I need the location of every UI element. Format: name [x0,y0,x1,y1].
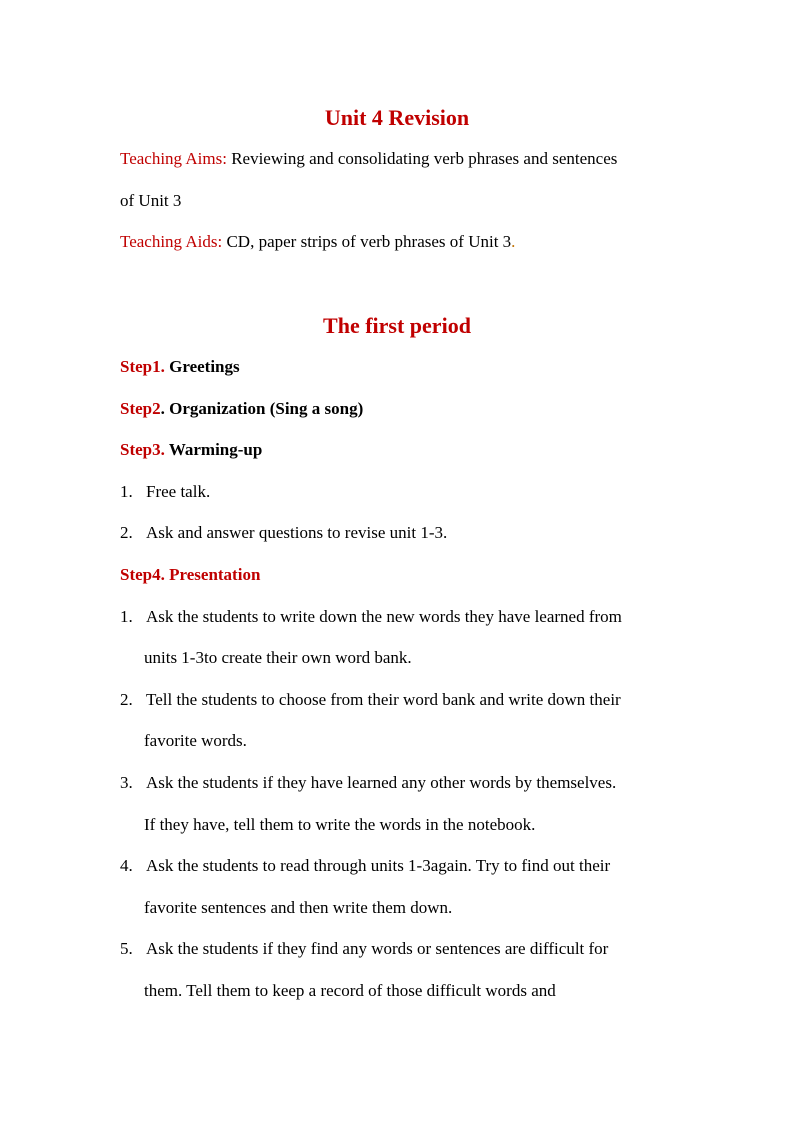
step-3-label: Step3. [120,440,165,459]
presentation-item-1-text: Ask the students to write down the new words they have learned from [146,607,622,626]
teaching-aids-text: CD, paper strips of verb phrases of Unit 3 [222,232,512,251]
warmup-item-1-text: Free talk. [146,482,211,501]
step-2-text: . Organization (Sing a song) [160,399,364,418]
warmup-item-1-number: 1. [120,482,133,501]
presentation-item-1-line-1 [120,606,674,628]
presentation-item-3-line-2: If they have, tell them to write the words in the notebook. [144,815,536,834]
presentation-item-4-number: 4. [120,856,133,875]
step-4-label: Step4. Presentation [120,565,261,584]
page-title: Unit 4 Revision [324,105,470,130]
step-2-label: Step2 [120,399,161,418]
presentation-item-2-line-1 [120,689,674,711]
presentation-item-1-line-2: units 1-3to create their own word bank. [144,648,412,667]
presentation-item-4-line-1 [120,855,674,877]
teaching-aids-line [120,231,674,253]
presentation-item-2-text: Tell the students to choose from their word bank and write down their [146,690,621,709]
presentation-item-3-line-1 [120,772,674,794]
warmup-item-2-text: Ask and answer questions to revise unit 1-3. [146,523,448,542]
presentation-item-4-text: Ask the students to read through units 1-3again. Try to find out their [146,856,611,875]
warmup-item-1 [120,481,674,503]
presentation-item-5-line-2: them. Tell them to keep a record of those difficult words and [144,981,556,1000]
warmup-item-2-number: 2. [120,523,133,542]
presentation-item-3-number: 3. [120,773,133,792]
presentation-item-5-text: Ask the students if they find any words or sentences are difficult for [146,939,609,958]
presentation-item-3-text: Ask the students if they have learned any other words by themselves. [146,773,617,792]
teaching-aims-line-2: of Unit 3 [120,191,182,210]
step-1-label: Step1. [120,357,165,376]
period-title: The first period [323,313,471,338]
teaching-aids-label: Teaching Aids: [120,232,223,251]
presentation-item-5-line-1 [120,938,674,960]
presentation-item-1-number: 1. [120,607,133,626]
warmup-item-2 [120,522,674,544]
step-3 [120,439,674,461]
presentation-item-5-number: 5. [120,939,133,958]
step-3-text: Warming-up [164,440,263,459]
teaching-aids-end-mark: . [511,232,516,251]
teaching-aims-text: Reviewing and consolidating verb phrases and sentences [226,149,618,168]
step-2 [120,398,674,420]
step-1 [120,356,674,378]
presentation-item-2-line-2: favorite words. [144,731,247,750]
presentation-item-4-line-2: favorite sentences and then write them down. [144,898,453,917]
teaching-aims-line-1 [120,148,674,170]
step-1-text: Greetings [164,357,240,376]
teaching-aims-label: Teaching Aims: [120,149,227,168]
step-4 [120,564,674,586]
presentation-item-2-number: 2. [120,690,133,709]
